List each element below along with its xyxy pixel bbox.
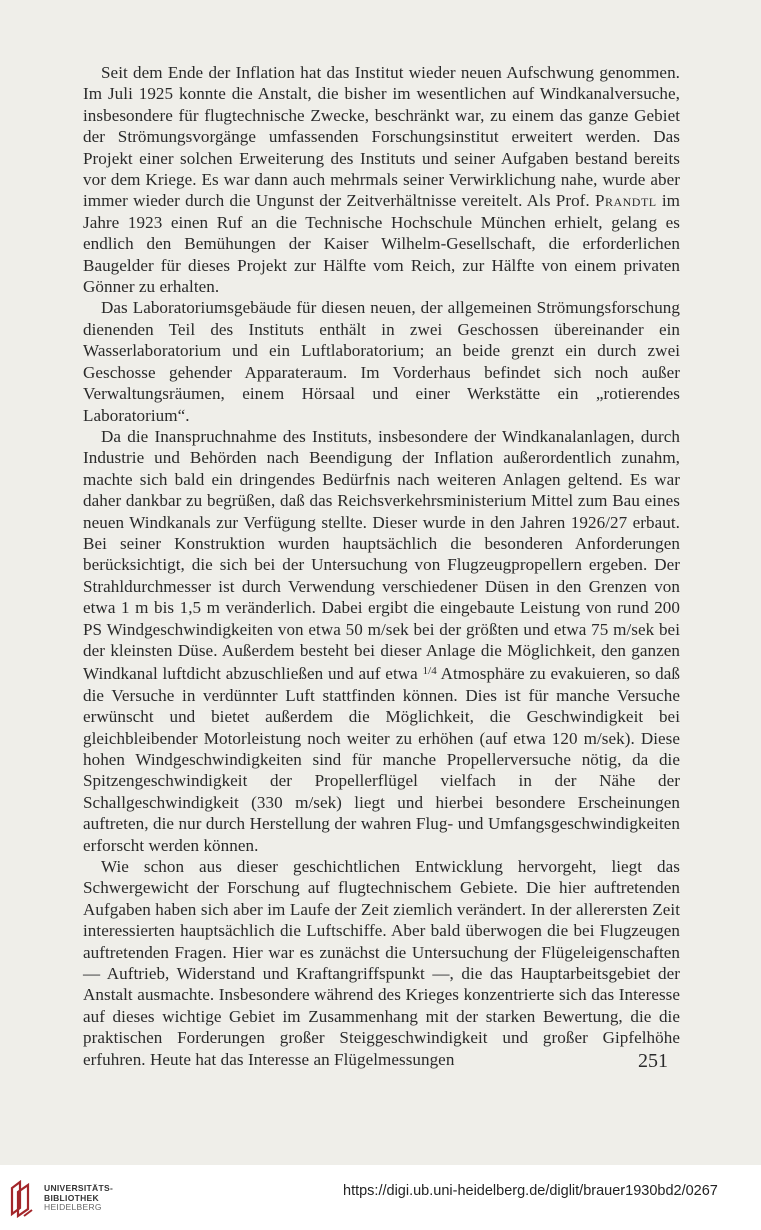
source-url-link[interactable]: https://digi.ub.uni-heidelberg.de/diglit/brauer1930bd2/0267: [343, 1183, 718, 1199]
paragraph-4: Wie schon aus dieser geschichtlichen Entwicklung hervorgeht, liegt das Schwergewicht der Forschung auf flugtechnischem Gebiete. Die hier auftretenden Aufgaben haben sich aber im Laufe der Zeit ziemlich verändert. In der allerersten Zeit interessierten hauptsächlich die Luftschiffe. Aber bald überwogen die bei Flugzeugen auftretenden Fragen. Hier war es zunächst die Untersuchung der Flügeleigenschaften — Auftrieb, Widerstand und Kraftangriffspunkt —, die das Hauptarbeitsgebiet der Anstalt ausmachte. Insbesondere während des Krieges konzentrierte sich das Interesse auf dieses wichtige Gebiet im Zusammenhang mit der starken Bewertung, die die praktischen Forderungen großer Steiggeschwindigkeit und großer Gipfelhöhe erfuhren. Heute hat das Interesse an Flügelmessungen: [83, 857, 680, 1069]
paragraph-1: Seit dem Ende der Inflation hat das Institut wieder neuen Aufschwung genommen. Im Juli 1925 konnte die Anstalt, die bisher im wesentlichen auf Windkanalversuche, insbesondere für flugtechnische Zwecke, beschränkt war, zu einem das ganze Gebiet der Strömungsvorgänge umfassenden Forschungsinstitut erweitert werden. Das Projekt einer solchen Erweiterung des Instituts und seiner Aufgaben bestand bereits vor dem Kriege. Es war dann auch mehrmals seiner Verwirklichung nahe, wurde aber immer wieder durch die Ungunst der Zeitverhältnisse vereitelt. Als Prof. Prandtl im Jahre 1923 einen Ruf an die Technische Hochschule München erhielt, gelang es endlich den Bemühungen der Kaiser Wilhelm-Gesellschaft, die erforderlichen Baugelder für dieses Projekt zur Hälfte vom Reich, zur Hälfte von einem privaten Gönner zu erhalten.: [83, 63, 680, 297]
fraction: 1/4: [422, 665, 437, 678]
paragraph-3: Da die Inanspruchnahme des Instituts, insbesondere der Windkanalanlagen, durch Industrie und Behörden nach Beendigung der Inflation außerordentlich zunahm, machte sich bald ein dringendes Bedürfnis nach weiteren Anlagen geltend. Es war daher dankbar zu begrüßen, daß das Reichsverkehrsministerium Mittel zum Bau eines neuen Windkanals zur Verfügung stellte. Dieser wurde in den Jahren 1926/27 erbaut. Bei seiner Konstruktion wurden hauptsächlich die besonderen Anforderungen berücksichtigt, die sich bei der Untersuchung von Flugzeugpropellern ergeben. Der Strahldurchmesser ist durch Verwendung verschiedener Düsen in den Grenzen von etwa 1 m bis 1,5 m veränderlich. Dabei ergibt die eingebaute Leistung von rund 200 PS Windgeschwindigkeiten von etwa 50 m/sek bei der größten und etwa 75 m/sek bei der kleinsten Düse. Außerdem besteht bei dieser Anlage die Möglichkeit, den ganzen Windkanal luftdicht abzuschließen und auf etwa $^{1/4}$ Atmosphäre zu evakuieren, so daß die Versuche in verdünnter Luft stattfinden können. Dies ist für manche Versuche erwünscht und bietet außerdem die Möglichkeit, die Geschwindigkeit bei gleichbleibender Motorleistung noch weiter zu erhöhen (auf etwa 120 m/sek). Diese hohen Windgeschwindigkeiten sind für manche Propellerversuche nötig, da die Spitzengeschwindigkeit der Propellerflügel vielfach in der Nähe der Schallgeschwindigkeit (330 m/sek) liegt und hierbei besondere Erscheinungen auftreten, die nur durch Herstellung der wahren Flug- und Umfangsgeschwindigkeiten erforscht werden können.: [83, 426, 680, 855]
library-logo-icon[interactable]: [8, 1180, 34, 1218]
library-name[interactable]: UNIVERSITÄTS- BIBLIOTHEK HEIDELBERG: [44, 1183, 114, 1212]
author-name-prandtl: Prandtl: [594, 191, 657, 211]
page-number: 251: [638, 1050, 668, 1072]
paragraph-2: Das Laboratoriumsgebäude für diesen neuen, der allgemeinen Strömungsforschung dienenden Teil des Instituts enthält in zwei Geschossen übereinander ein Wasserlaboratorium und ein Luftlaboratorium; an beide grenzt ein durch zwei Geschosse gehender Apparateraum. Im Vorderhaus befindet sich noch außer Verwaltungsräumen, einem Hörsaal und einer Werkstätte ein „rotierendes Laboratorium“.: [83, 298, 680, 425]
body-text: [83, 62, 680, 1070]
